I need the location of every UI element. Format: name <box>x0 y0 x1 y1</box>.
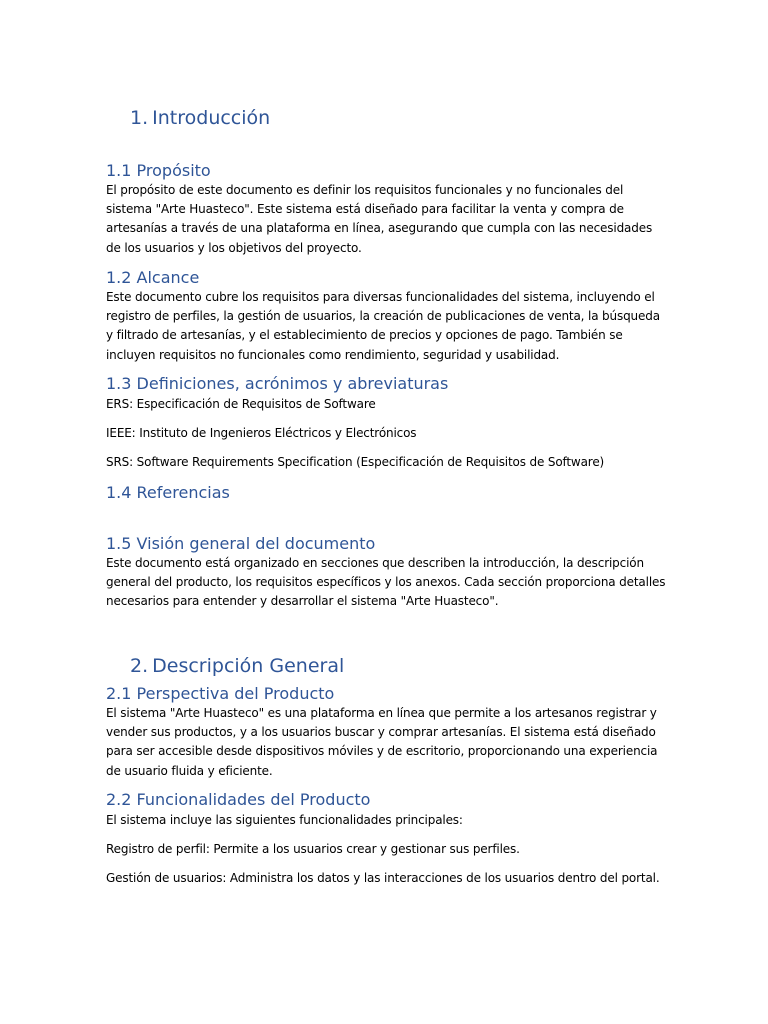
subsection-2-2-heading: 2.2 Funcionalidades del Producto <box>106 790 371 809</box>
section-2-heading <box>130 655 344 677</box>
subsection-1-2-paragraph: Este documento cubre los requisitos para diversas funcionalidades del sistema, incluyendo el registro de perfiles, la gestión de usuarios, la creación de publicaciones de venta, la búsqueda y filtrado de artesanías, y el establecimiento de precios y opciones de pago. También se incluyen requisitos no funcionales como rendimiento, seguridad y usabilidad. <box>106 290 660 362</box>
section-2-title: Descripción General <box>152 655 345 677</box>
section-1-heading <box>130 107 270 129</box>
subsection-1-5-paragraph: Este documento está organizado en secciones que describen la introducción, la descripción general del producto, los requisitos específicos y los anexos. Cada sección proporciona detalles necesarios para entender y desarrollar el sistema "Arte Huasteco". <box>106 556 666 609</box>
section-1-title: Introducción <box>152 107 271 129</box>
feature-registro-de-perfil: Registro de perfil: Permite a los usuarios crear y gestionar sus perfiles. <box>106 842 520 856</box>
definition-srs: SRS: Software Requirements Specification (Especificación de Requisitos de Software) <box>106 455 605 469</box>
subsection-1-4-heading: 1.4 Referencias <box>106 483 230 502</box>
subsection-2-1-heading: 2.1 Perspectiva del Producto <box>106 684 335 703</box>
subsection-1-5-heading: 1.5 Visión general del documento <box>106 534 376 553</box>
subsection-2-1-paragraph: El sistema "Arte Huasteco" es una plataforma en línea que permite a los artesanos registrar y vender sus productos, y a los usuarios buscar y comprar artesanías. El sistema está diseñado para ser accesible desde dispositivos móviles y de escritorio, proporcionando una experiencia de usuario fluida y eficiente. <box>106 706 658 778</box>
subsection-1-1-heading: 1.1 Propósito <box>106 161 211 180</box>
definition-ers: ERS: Especificación de Requisitos de Software <box>106 397 376 411</box>
subsection-2-2-intro: El sistema incluye las siguientes funcionalidades principales: <box>106 813 463 827</box>
feature-gestion-de-usuarios: Gestión de usuarios: Administra los datos y las interacciones de los usuarios dentro del portal. <box>106 871 660 885</box>
subsection-1-1-paragraph: El propósito de este documento es definir los requisitos funcionales y no funcionales del sistema "Arte Huasteco". Este sistema está diseñado para facilitar la venta y compra de artesanías a través de una plataforma en línea, asegurando que cumpla con las necesidades de los usuarios y los objetivos del proyecto. <box>106 183 653 255</box>
section-2-number: 2. <box>130 655 149 677</box>
definition-ieee: IEEE: Instituto de Ingenieros Eléctricos y Electrónicos <box>106 426 417 440</box>
subsection-1-2-heading: 1.2 Alcance <box>106 268 200 287</box>
subsection-1-3-heading: 1.3 Definiciones, acrónimos y abreviaturas <box>106 374 449 393</box>
section-1-number: 1. <box>130 107 149 129</box>
